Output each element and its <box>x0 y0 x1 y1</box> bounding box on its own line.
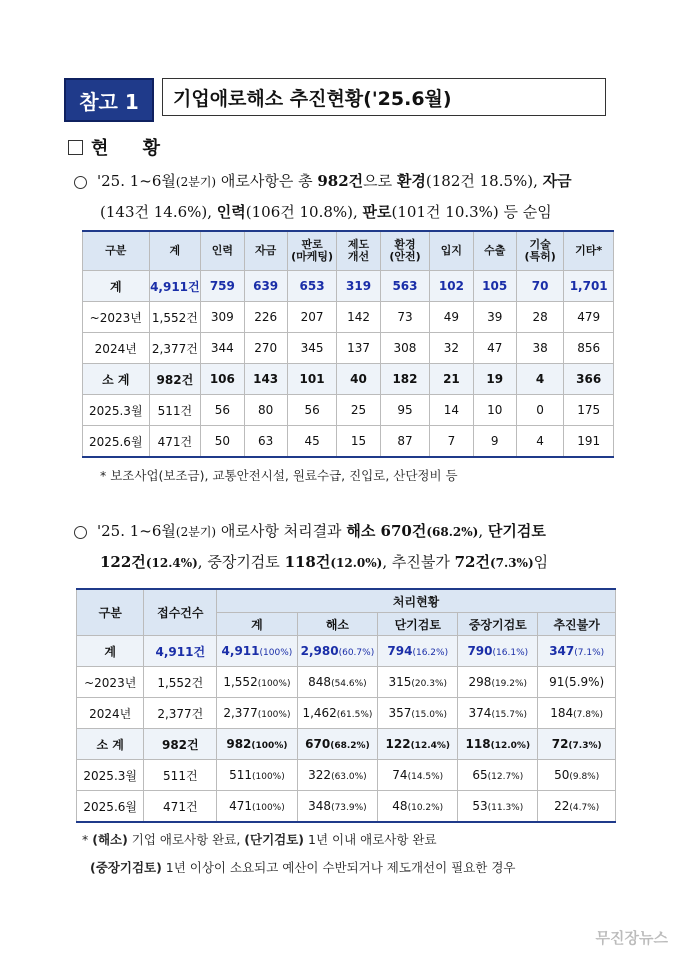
table-cell: 639 <box>244 271 287 302</box>
table-row <box>77 760 616 791</box>
table-cell: 계 <box>77 636 144 667</box>
table-cell: 2025.6월 <box>77 791 144 823</box>
percent: (73.9%) <box>331 803 367 813</box>
text: (106건 10.8%), <box>245 203 363 221</box>
footnote-1: * 보조사업(보조금), 교통안전시설, 원료수급, 진입로, 산단정비 등 <box>100 468 458 483</box>
value: 2,980 <box>300 644 339 658</box>
text: 기업 애로사항 완료, <box>127 832 245 847</box>
value: 4,911 <box>221 644 260 658</box>
paragraph-1 <box>74 166 654 227</box>
text: (101건 10.3%) 등 순임 <box>391 203 552 221</box>
text: , <box>478 522 488 540</box>
checkbox-square-icon <box>68 140 83 155</box>
header <box>64 78 606 122</box>
table-cell: 4,911건 <box>144 636 217 667</box>
table-cell: 2024년 <box>83 333 150 364</box>
header-cell: 기술 (특허) <box>516 231 564 271</box>
table-cell: 70 <box>516 271 564 302</box>
table-cell: ~2023년 <box>83 302 150 333</box>
percent: (11.3%) <box>487 803 524 813</box>
table-cell: 479 <box>564 302 614 333</box>
table-cell: 39 <box>473 302 516 333</box>
text: 122건 <box>100 553 146 571</box>
percent: (12.0%) <box>490 741 531 751</box>
header-cell: 접수건수 <box>144 589 217 636</box>
circle-bullet-icon <box>74 176 87 189</box>
table-cell: 471건 <box>144 791 217 823</box>
table-cell: 80 <box>244 395 287 426</box>
text: 1년 이내 애로사항 완료 <box>304 832 437 847</box>
table-cell <box>538 698 616 729</box>
text: 단기검토 <box>487 522 546 540</box>
table-cell: 95 <box>380 395 430 426</box>
value: 1,462 <box>302 706 337 720</box>
percent: (100%) <box>251 803 285 813</box>
table-cell: 소 계 <box>83 364 150 395</box>
value: 348 <box>308 799 332 813</box>
table-cell <box>458 636 538 667</box>
text: (2분기) <box>175 525 217 539</box>
header-cell: 기타* <box>564 231 614 271</box>
table-row <box>83 395 614 426</box>
percent: (16.2%) <box>412 648 449 658</box>
text: 애로사항은 총 <box>216 172 318 190</box>
text: , 중장기검토 <box>197 553 285 571</box>
table-cell: 45 <box>287 426 337 458</box>
table-row <box>83 333 614 364</box>
value: 118 <box>465 737 491 751</box>
percent: (10.2%) <box>407 803 444 813</box>
table-cell: 38 <box>516 333 564 364</box>
table-cell: 87 <box>380 426 430 458</box>
table-cell: 106 <box>201 364 244 395</box>
table-cell <box>458 667 538 698</box>
table-cell: 1,701 <box>564 271 614 302</box>
text: , 추진불가 <box>382 553 455 571</box>
table-cell: 759 <box>201 271 244 302</box>
table-cell: 182 <box>380 364 430 395</box>
table-cell: 7 <box>430 426 473 458</box>
table-cell: 73 <box>380 302 430 333</box>
table-cell: 25 <box>337 395 380 426</box>
table-cell: 10 <box>473 395 516 426</box>
text: 인력 <box>216 203 246 221</box>
text: (12.4%) <box>145 556 198 570</box>
text: '25. 1~6월 <box>97 172 176 190</box>
header-cell: 자금 <box>244 231 287 271</box>
header-cell: 판로 (마케팅) <box>287 231 337 271</box>
value: 72 <box>551 737 569 751</box>
table-cell: 105 <box>473 271 516 302</box>
table-cell: 49 <box>430 302 473 333</box>
table-cell: 345 <box>287 333 337 364</box>
table-cell: 2024년 <box>77 698 144 729</box>
value: 357 <box>388 706 412 720</box>
table-cell: 15 <box>337 426 380 458</box>
header-cell: 구분 <box>83 231 150 271</box>
table-cell <box>538 791 616 823</box>
header-tag: 참고 1 <box>64 78 154 122</box>
percent: (54.6%) <box>331 679 367 689</box>
table-cell: 2,377건 <box>149 333 201 364</box>
table-cell: 101 <box>287 364 337 395</box>
header-cell: 중장기검토 <box>458 613 538 636</box>
table-cell <box>458 729 538 760</box>
value: 670 <box>305 737 331 751</box>
table-row <box>83 426 614 458</box>
table-row-total <box>83 271 614 302</box>
table-cell: 19 <box>473 364 516 395</box>
value: 794 <box>387 644 413 658</box>
table-cell: 207 <box>287 302 337 333</box>
percent: (12.7%) <box>487 772 524 782</box>
value: 91 <box>549 675 565 689</box>
table-cell: 191 <box>564 426 614 458</box>
table-cell: 175 <box>564 395 614 426</box>
percent: (100%) <box>259 648 293 658</box>
table-cell: 982건 <box>144 729 217 760</box>
table-cell: ~2023년 <box>77 667 144 698</box>
table-row <box>77 667 616 698</box>
table-cell <box>378 791 458 823</box>
table-cell <box>458 760 538 791</box>
text: 판로 <box>362 203 392 221</box>
table-cell: 14 <box>430 395 473 426</box>
header-cell: 해소 <box>297 613 378 636</box>
table-cell: 344 <box>201 333 244 364</box>
circle-bullet-icon <box>74 526 87 539</box>
table-cell: 653 <box>287 271 337 302</box>
table-cell <box>378 636 458 667</box>
value: 790 <box>467 644 493 658</box>
percent: (63.0%) <box>331 772 367 782</box>
table-cell: 56 <box>287 395 337 426</box>
section-title: 현 황 <box>91 138 175 159</box>
value: 50 <box>554 768 570 782</box>
percent: (61.5%) <box>336 710 373 720</box>
value: 22 <box>554 799 570 813</box>
value: 982 <box>226 737 252 751</box>
value: 53 <box>472 799 488 813</box>
header-cell: 인력 <box>201 231 244 271</box>
table-cell: 1,552건 <box>149 302 201 333</box>
text: (단기검토) <box>244 832 305 847</box>
table-row <box>77 698 616 729</box>
text: 해소 670건 <box>346 522 427 540</box>
header-cell: 계 <box>149 231 201 271</box>
header-cell: 구분 <box>77 589 144 636</box>
table-cell <box>458 698 538 729</box>
table-cell: 9 <box>473 426 516 458</box>
percent: (7.3%) <box>568 741 602 751</box>
footnote-2 <box>82 826 516 882</box>
value: 184 <box>550 706 574 720</box>
text: 자금 <box>542 172 572 190</box>
table-cell <box>297 636 378 667</box>
text: 118건 <box>284 553 331 571</box>
table-cell <box>378 698 458 729</box>
percent: (16.1%) <box>492 648 529 658</box>
text: (143건 14.6%), <box>100 203 217 221</box>
percent: (7.1%) <box>574 648 605 658</box>
table-cell: 137 <box>337 333 380 364</box>
percent: (15.7%) <box>491 710 528 720</box>
table-cell: 4 <box>516 364 564 395</box>
value: 322 <box>308 768 332 782</box>
percent: (9.8%) <box>569 772 600 782</box>
table-cell: 982건 <box>149 364 201 395</box>
table-cell: 0 <box>516 395 564 426</box>
value: 2,377 <box>223 706 258 720</box>
value: 374 <box>468 706 492 720</box>
value: 347 <box>549 644 575 658</box>
table-cell: 40 <box>337 364 380 395</box>
table-cell <box>217 667 297 698</box>
text: (68.2%) <box>426 525 479 539</box>
table-cell <box>378 729 458 760</box>
text: 임 <box>533 553 549 571</box>
table-cell: 309 <box>201 302 244 333</box>
table-cell: 2,377건 <box>144 698 217 729</box>
value: 511 <box>229 768 252 782</box>
percent: (100%) <box>251 741 288 751</box>
table-cell <box>538 667 616 698</box>
table-cell <box>217 698 297 729</box>
header-cell: 계 <box>217 613 297 636</box>
table-issue-types <box>82 230 614 458</box>
table-cell: 308 <box>380 333 430 364</box>
table-cell: 소 계 <box>77 729 144 760</box>
text: 1년 이상이 소요되고 예산이 수반되거나 제도개선이 필요한 경우 <box>161 860 516 875</box>
table-cell: 270 <box>244 333 287 364</box>
table-cell <box>378 760 458 791</box>
value: 315 <box>388 675 412 689</box>
table-cell <box>538 729 616 760</box>
table-cell <box>217 729 297 760</box>
table-cell: 143 <box>244 364 287 395</box>
percent: (100%) <box>251 772 285 782</box>
table-cell <box>297 760 378 791</box>
text: (7.3%) <box>490 556 534 570</box>
table-cell: 50 <box>201 426 244 458</box>
percent: (100%) <box>257 679 291 689</box>
header-cell: 환경 (안전) <box>380 231 430 271</box>
paragraph-2 <box>74 516 654 578</box>
text: (2분기) <box>175 175 217 189</box>
table-cell <box>297 791 378 823</box>
text: (182건 18.5%), <box>425 172 543 190</box>
value: 471 <box>229 799 252 813</box>
table-cell: 63 <box>244 426 287 458</box>
table-cell: 4,911건 <box>149 271 201 302</box>
percent: (100%) <box>257 710 291 720</box>
table-cell: 226 <box>244 302 287 333</box>
text: 72건 <box>454 553 490 571</box>
table-row <box>83 302 614 333</box>
value: 48 <box>392 799 408 813</box>
table-row-total <box>77 636 616 667</box>
header-cell: 단기검토 <box>378 613 458 636</box>
percent: (5.9%) <box>564 675 605 689</box>
header-cell: 수출 <box>473 231 516 271</box>
table-row <box>77 791 616 823</box>
text: * <box>82 832 93 847</box>
value: 65 <box>472 768 488 782</box>
table-cell <box>458 791 538 823</box>
table-cell <box>217 791 297 823</box>
table-cell: 28 <box>516 302 564 333</box>
percent: (7.8%) <box>573 710 604 720</box>
table-cell: 563 <box>380 271 430 302</box>
value: 122 <box>385 737 411 751</box>
table-cell: 21 <box>430 364 473 395</box>
table-cell: 32 <box>430 333 473 364</box>
table-row-subtotal <box>83 364 614 395</box>
percent: (60.7%) <box>338 648 375 658</box>
table-cell: 2025.3월 <box>77 760 144 791</box>
table-header-row <box>83 231 614 271</box>
table-row-subtotal <box>77 729 616 760</box>
text: (중장기검토) <box>90 860 162 875</box>
text: (12.0%) <box>330 556 383 570</box>
text: 으로 <box>363 172 397 190</box>
text: 애로사항 처리결과 <box>216 522 347 540</box>
table-cell <box>538 636 616 667</box>
value: 74 <box>392 768 408 782</box>
percent: (14.5%) <box>407 772 444 782</box>
table-cell: 511건 <box>149 395 201 426</box>
percent: (12.4%) <box>410 741 451 751</box>
table-cell <box>378 667 458 698</box>
table-cell: 4 <box>516 426 564 458</box>
text: (해소) <box>92 832 128 847</box>
text: 환경 <box>396 172 426 190</box>
table-cell: 47 <box>473 333 516 364</box>
text: '25. 1~6월 <box>97 522 176 540</box>
table-cell: 2025.3월 <box>83 395 150 426</box>
table-cell: 366 <box>564 364 614 395</box>
percent: (19.2%) <box>491 679 528 689</box>
table-cell: 856 <box>564 333 614 364</box>
table-cell <box>538 760 616 791</box>
header-cell: 제도 개선 <box>337 231 380 271</box>
percent: (15.0%) <box>411 710 448 720</box>
value: 848 <box>308 675 332 689</box>
value: 1,552 <box>223 675 258 689</box>
table-cell: 2025.6월 <box>83 426 150 458</box>
table-cell <box>217 636 297 667</box>
table-cell: 102 <box>430 271 473 302</box>
table-cell: 1,552건 <box>144 667 217 698</box>
header-cell: 추진불가 <box>538 613 616 636</box>
table-cell <box>217 760 297 791</box>
table-cell <box>297 729 378 760</box>
table-processing-results <box>76 588 616 823</box>
value: 298 <box>468 675 492 689</box>
table-cell: 56 <box>201 395 244 426</box>
table-cell <box>297 698 378 729</box>
text: 982건 <box>317 172 364 190</box>
table-cell: 511건 <box>144 760 217 791</box>
section-heading <box>68 134 174 160</box>
table-cell: 계 <box>83 271 150 302</box>
header-cell: 입지 <box>430 231 473 271</box>
percent: (68.2%) <box>330 741 370 751</box>
header-cell: 처리현황 <box>217 589 616 613</box>
percent: (20.3%) <box>411 679 448 689</box>
table-cell: 319 <box>337 271 380 302</box>
watermark: 무진장뉴스 <box>595 929 668 947</box>
table-cell: 471건 <box>149 426 201 458</box>
header-title: 기업애로해소 추진현황('25.6월) <box>162 78 606 116</box>
table-cell <box>297 667 378 698</box>
table-cell: 142 <box>337 302 380 333</box>
percent: (4.7%) <box>569 803 600 813</box>
table-header-row <box>77 589 616 613</box>
